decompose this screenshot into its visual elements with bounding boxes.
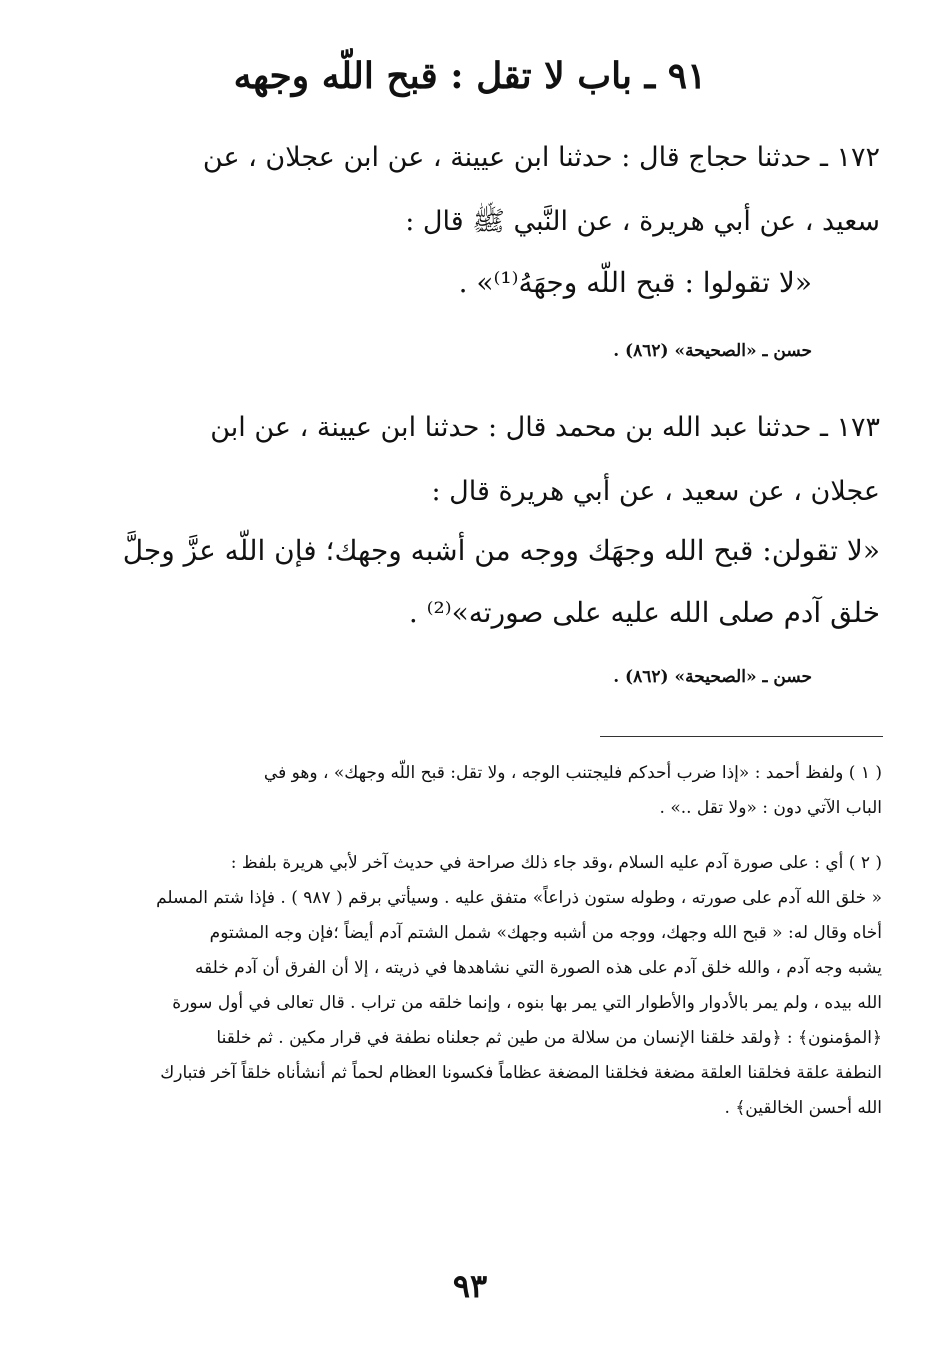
- hadith-172-text: «لا تقولوا : قبح اللّه وجهَهُ⁽¹⁾» .: [458, 266, 812, 299]
- footnote-2: [106, 846, 882, 1126]
- hadith-173-isnad: [105, 396, 880, 524]
- footnote-line: ( ٢ ) أي : على صورة آدم عليه السلام ،وقد جاء ذلك صراحة في حديث آخر لأبي هريرة بلفظ :: [230, 853, 882, 873]
- footnote-line: « خلق الله آدم على صورته ، وطوله ستون ذراعاً» متفق عليه . وسيأتي برقم ( ٩٨٧ ) . فإذا شتم المسلم: [156, 888, 882, 908]
- hadith-173-text: [105, 520, 880, 644]
- hadith-172-grade: حسن ـ «الصحيحة» (٨٦٢) .: [613, 341, 812, 361]
- footnote-line: الله بيده ، ولم يمر بالأدوار والأطوار التي يمر بها بنوه ، وإنما خلقه من تراب . قال تعالى في أول سورة: [172, 993, 882, 1013]
- hadith-173-grade: حسن ـ «الصحيحة» (٨٦٢) .: [613, 667, 812, 687]
- footnote-line: الله أحسن الخالقين﴾ .: [724, 1098, 882, 1118]
- footnote-line: الباب الآتي دون : «ولا تقل ..» .: [659, 798, 882, 818]
- hadith-172-isnad-line: ١٧٢ ـ حدثنا حجاج قال : حدثنا ابن عيينة ، عن ابن عجلان ، عن: [202, 142, 880, 173]
- hadith-173-isnad-line: ١٧٣ ـ حدثنا عبد الله بن محمد قال : حدثنا ابن عيينة ، عن ابن: [210, 412, 880, 443]
- footnote-line: يشبه وجه آدم ، والله خلق آدم على هذه الصورة التي نشاهدها في ذريته ، إلا أن الفرق أن آدم خلقه: [194, 958, 882, 978]
- footnote-line: ﴿المؤمنون﴾ : ﴿ولقد خلقنا الإنسان من سلالة من طين ثم جعلناه نطفة في قرار مكين . ثم خلقنا: [216, 1028, 882, 1048]
- hadith-172-isnad-line: سعيد ، عن أبي هريرة ، عن النَّبي ﷺ قال :: [405, 206, 880, 237]
- footnote-1: [106, 756, 882, 826]
- chapter-title: ٩١ ـ باب لا تقل : قبح اللّه وجهه: [233, 55, 707, 97]
- footnote-separator: [600, 736, 883, 737]
- footnote-line: ( ١ ) ولفظ أحمد : «إذا ضرب أحدكم فليجتنب الوجه ، ولا تقل: قبح اللّه وجهك» ، وهو في: [263, 763, 882, 783]
- hadith-173-text-line: خلق آدم صلى الله عليه على صورته»⁽²⁾ .: [408, 596, 880, 629]
- footnote-line: النطفة علقة فخلقنا العلقة مضغة فخلقنا المضغة عظاماً فكسونا العظام لحماً ثم أنشأناه خلقاً آخر فتبارك: [160, 1063, 882, 1083]
- hadith-172-isnad: [105, 126, 880, 254]
- hadith-173-text-line: «لا تقولن: قبح الله وجهَك ووجه من أشبه وجهك؛ فإن اللّه عزَّ وجلَّ: [122, 534, 880, 567]
- hadith-173-isnad-line: عجلان ، عن سعيد ، عن أبي هريرة قال :: [431, 476, 880, 507]
- footnote-line: أخاه وقال له: « قبح الله وجهك، ووجه من أشبه وجهك» شمل الشتم آدم أيضاً ؛فإن وجه المشتوم: [209, 923, 882, 943]
- page-number: ٩٣: [452, 1267, 488, 1305]
